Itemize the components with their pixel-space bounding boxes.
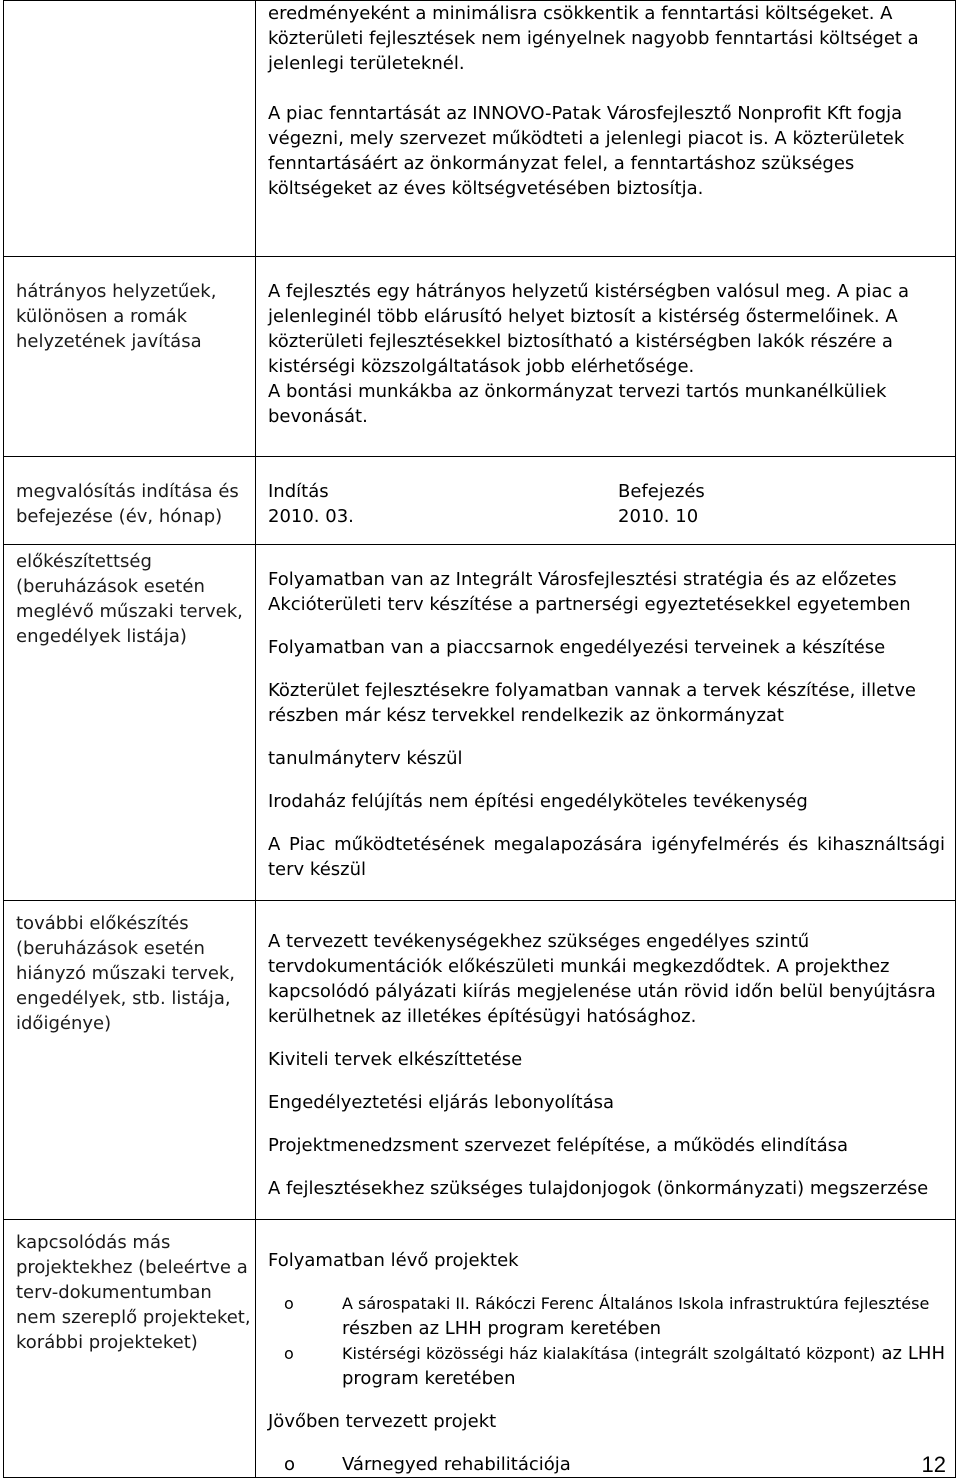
prep-line: Közterület fejlesztésekre folyamatban vannak a tervek készítése, illetve részben már kész tervekkel rendelkezik az önkormányzat <box>268 680 916 726</box>
row-label: kapcsolódás más projektekhez (beleértve a terv-dokumentumban nem szereplő projekteket, korábbi projekteket) <box>16 1232 251 1353</box>
dates-block <box>268 479 945 529</box>
prep-line: tanulmányterv készül <box>268 748 463 769</box>
item-tail: részben az LHH program keretében <box>342 1318 662 1339</box>
prep-line: Folyamatban van az Integrált Városfejlesztési stratégia és az előzetes Akcióterületi terv készítése a partnerségi egyeztetésekkel egyetemben <box>268 569 911 615</box>
row-label: előkészítettség (beruházások esetén meglévő műszaki tervek, engedélyek listája) <box>16 551 243 647</box>
row-label-empty <box>4 1 256 257</box>
table-row <box>4 1 956 257</box>
further-prep-line: A tervezett tevékenységekhez szükséges engedélyes szintű tervdokumentációk előkészületi munkái megkezdődtek. A projekthez kapcsolódó pályázati kiírás megjelenése után rövid időn belül benyújtásra kerülhetnek az illetékes építésügyi hatósághoz. <box>268 931 936 1027</box>
bullet-icon: o <box>284 1294 294 1313</box>
start-label: Indítás <box>268 481 329 502</box>
item-tail: az LHH program keretében <box>342 1343 946 1389</box>
ongoing-heading: Folyamatban lévő projektek <box>268 1250 519 1271</box>
prep-line: Folyamatban van a piaccsarnok engedélyezési terveinek a készítése <box>268 637 886 658</box>
future-heading: Jövőben tervezett projekt <box>268 1411 497 1432</box>
further-prep-line: Projektmenedzsment szervezet felépítése, a működés elindítása <box>268 1135 849 1156</box>
row-label: megvalósítás indítása és befejezése (év, hónap) <box>16 481 239 527</box>
table-row <box>4 545 956 901</box>
paragraph: A bontási munkákba az önkormányzat tervezi tartós munkanélküliek bevonását. <box>268 381 887 427</box>
prep-line: A Piac működtetésének megalapozására igényfelmérés és kihasználtsági terv készül <box>268 834 945 880</box>
table-row <box>4 1220 956 1478</box>
row-label: hátrányos helyzetűek, különösen a romák helyzetének javítása <box>16 281 217 352</box>
page-number: 12 <box>921 1452 946 1477</box>
paragraph: A piac fenntartását az INNOVO-Patak Városfejlesztő Nonprofit Kft fogja végezni, mely szervezet működteti a jelenlegi piacot is. A közterületek fenntartásáért az önkormányzat felel, a fenntartáshoz szükséges költségeket az éves költségvetésében biztosítja. <box>268 103 905 199</box>
list-item <box>268 1452 945 1477</box>
further-prep-line: A fejlesztésekhez szükséges tulajdonjogok (önkormányzati) megszerzése <box>268 1178 929 1199</box>
bullet-icon: o <box>284 1344 294 1363</box>
table-row <box>4 457 956 545</box>
item-text: Várnegyed rehabilitációja <box>342 1454 571 1475</box>
list-item <box>268 1341 945 1391</box>
table-row <box>4 901 956 1220</box>
item-main: A sárospataki II. Rákóczi Ferenc Általános Iskola infrastruktúra fejlesztése <box>342 1294 930 1313</box>
future-list <box>268 1452 945 1477</box>
table-row <box>4 257 956 457</box>
prep-line: Irodaház felújítás nem építési engedélyköteles tevékenység <box>268 791 808 812</box>
row-label: további előkészítés (beruházások esetén hiányzó műszaki tervek, engedélyek, stb. listája, időigénye) <box>16 913 236 1034</box>
maintenance-cell <box>256 1 956 257</box>
end-value: 2010. 10 <box>618 506 699 527</box>
item-main: Kistérségi közösségi ház kialakítása (integrált szolgáltató központ) <box>342 1344 876 1363</box>
end-label: Befejezés <box>618 481 705 502</box>
bullet-icon: o <box>284 1454 296 1475</box>
start-value: 2010. 03. <box>268 506 354 527</box>
further-prep-line: Engedélyeztetési eljárás lebonyolítása <box>268 1092 615 1113</box>
project-table <box>3 0 956 1478</box>
further-prep-line: Kiviteli tervek elkészíttetése <box>268 1049 523 1070</box>
list-item <box>268 1291 945 1341</box>
paragraph: A fejlesztés egy hátrányos helyzetű kistérségben valósul meg. A piac a jelenleginél több elárusító helyet biztosít a kistérség őstermelőinek. A közterületi fejlesztésekkel biztosítható a kistérségben lakók részére a kistérségi közszolgáltatások jobb elérhetősége. <box>268 281 910 377</box>
paragraph: eredményeként a minimálisra csökkentik a fenntartási költségeket. A közterületi fejlesztések nem igényelnek nagyobb fenntartási költséget a jelenlegi területeknél. <box>268 3 919 74</box>
ongoing-list <box>268 1291 945 1391</box>
